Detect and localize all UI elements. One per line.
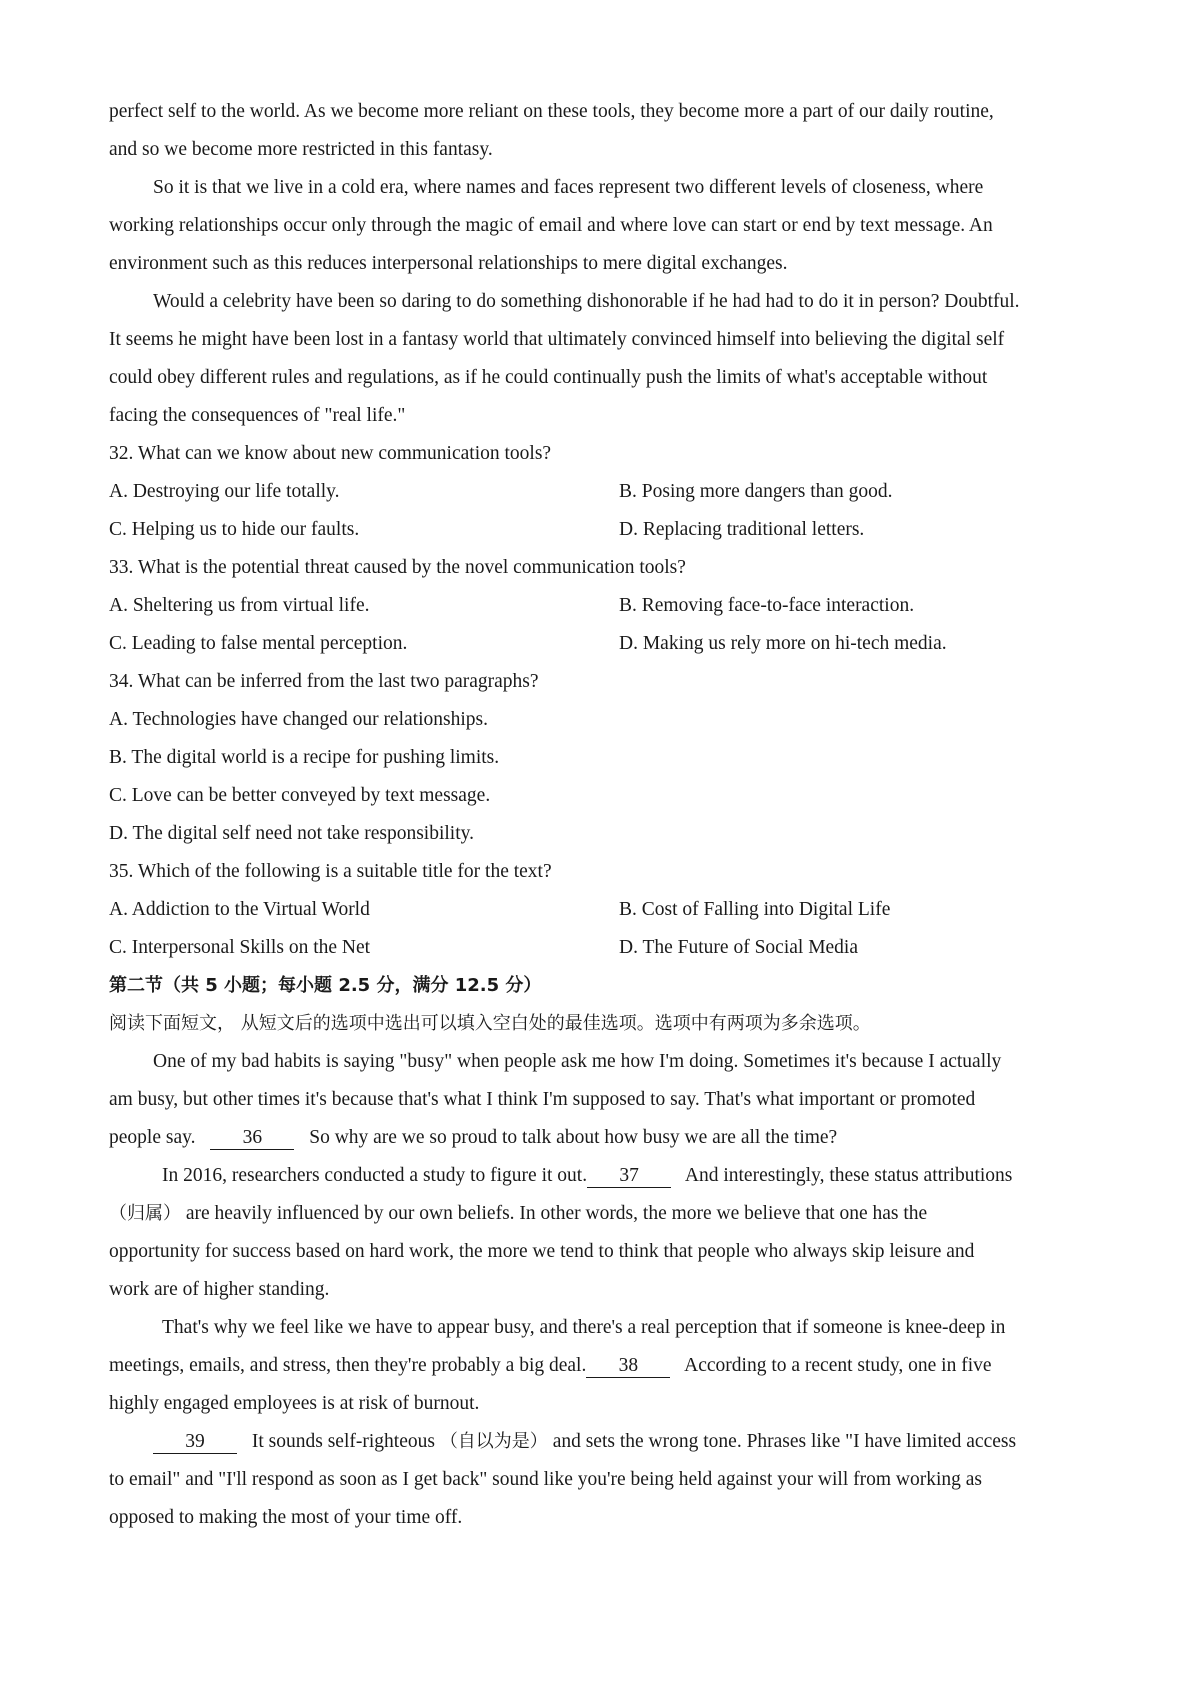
passage-line: am busy, but other times it's because that's what I think I'm supposed to say. That's what important or promoted: [109, 1089, 976, 1110]
passage-line: highly engaged employees is at risk of burnout.: [109, 1393, 480, 1414]
passage-line: to email" and "I'll respond as soon as I get back" sound like you're being held against your will from working as: [109, 1469, 983, 1490]
gloss-text: （自以为是）: [439, 1431, 548, 1452]
question-stem: 35. Which of the following is a suitable title for the text?: [109, 861, 552, 882]
option-c: C. Helping us to hide our faults.: [109, 519, 360, 540]
passage-text: meetings, emails, and stress, then they're probably a big deal.: [109, 1355, 587, 1376]
option-c: C. Interpersonal Skills on the Net: [109, 937, 371, 958]
passage-text: According to a recent study, one in five: [684, 1355, 992, 1376]
question-stem: 33. What is the potential threat caused by the novel communication tools?: [109, 557, 686, 578]
option-d: D. The Future of Social Media: [619, 937, 859, 958]
blank-38: 38: [586, 1355, 670, 1378]
passage-line: opportunity for success based on hard work, the more we tend to think that people who always skip leisure and: [109, 1241, 975, 1262]
section-instruction: 阅读下面短文， 从短文后的选项中选出可以填入空白处的最佳选项。选项中有两项为多余选项。: [109, 1013, 871, 1034]
passage-text: people say.: [109, 1127, 196, 1148]
question-stem: 34. What can be inferred from the last two paragraphs?: [109, 671, 539, 692]
passage-line: and so we become more restricted in this fantasy.: [109, 139, 493, 160]
passage-line: work are of higher standing.: [109, 1279, 330, 1300]
passage-text: And interestingly, these status attributions: [684, 1165, 1013, 1186]
passage-line: could obey different rules and regulations, as if he could continually push the limits of what's acceptable without: [109, 367, 988, 388]
passage-line: [109, 1157, 1099, 1195]
option-row: [109, 625, 1099, 663]
option-a: A. Addiction to the Virtual World: [109, 899, 370, 920]
option-b: B. Cost of Falling into Digital Life: [619, 899, 891, 920]
passage-line: [109, 1119, 1099, 1157]
option-a: A. Sheltering us from virtual life.: [109, 595, 370, 616]
option-row: [109, 473, 1099, 511]
gloss-text: （归属）: [109, 1203, 181, 1224]
section-heading: 第二节（共 5 小题；每小题 2.5 分，满分 12.5 分）: [109, 975, 542, 996]
passage-line: opposed to making the most of your time off.: [109, 1507, 463, 1528]
option-row: [109, 891, 1099, 929]
option-b: B. The digital world is a recipe for pushing limits.: [109, 747, 500, 768]
blank-39: 39: [153, 1431, 237, 1454]
passage-line: perfect self to the world. As we become more reliant on these tools, they become more a part of our daily routine,: [109, 101, 994, 122]
passage-line: So it is that we live in a cold era, where names and faces represent two different levels of closeness, where: [153, 177, 984, 198]
option-d: D. Making us rely more on hi-tech media.: [619, 633, 947, 654]
passage-text: In 2016, researchers conducted a study to figure it out.: [162, 1165, 588, 1186]
passage-text: and sets the wrong tone. Phrases like "I have limited access: [552, 1431, 1017, 1452]
passage-line: It seems he might have been lost in a fantasy world that ultimately convinced himself into believing the digital self: [109, 329, 1005, 350]
blank-37: 37: [587, 1165, 671, 1188]
passage-text: are heavily influenced by our own beliefs. In other words, the more we believe that one has the: [185, 1203, 928, 1224]
option-b: B. Posing more dangers than good.: [619, 481, 893, 502]
question-stem: 32. What can we know about new communication tools?: [109, 443, 552, 464]
document-page: [109, 93, 1099, 1537]
passage-line: working relationships occur only through the magic of email and where love can start or end by text message. An: [109, 215, 993, 236]
option-d: D. Replacing traditional letters.: [619, 519, 865, 540]
passage-line: facing the consequences of "real life.": [109, 405, 406, 426]
passage-text: So why are we so proud to talk about how busy we are all the time?: [309, 1127, 838, 1148]
option-d: D. The digital self need not take responsibility.: [109, 823, 475, 844]
passage-text: It sounds self-righteous: [251, 1431, 435, 1452]
option-c: C. Leading to false mental perception.: [109, 633, 408, 654]
option-a: A. Technologies have changed our relationships.: [109, 709, 488, 730]
passage-line: Would a celebrity have been so daring to do something dishonorable if he had had to do it in person? Doubtful.: [153, 291, 1020, 312]
passage-line: environment such as this reduces interpersonal relationships to mere digital exchanges.: [109, 253, 788, 274]
passage-line: [109, 1423, 1099, 1461]
passage-line: [109, 1347, 1099, 1385]
option-b: B. Removing face-to-face interaction.: [619, 595, 915, 616]
option-c: C. Love can be better conveyed by text message.: [109, 785, 491, 806]
option-row: [109, 587, 1099, 625]
option-row: [109, 511, 1099, 549]
passage-line: That's why we feel like we have to appear busy, and there's a real perception that if someone is knee-deep in: [162, 1317, 1006, 1338]
passage-line: One of my bad habits is saying "busy" when people ask me how I'm doing. Sometimes it's because I actually: [153, 1051, 1002, 1072]
blank-36: 36: [210, 1127, 294, 1150]
passage-line: [109, 1195, 1099, 1233]
option-a: A. Destroying our life totally.: [109, 481, 340, 502]
option-row: [109, 929, 1099, 967]
